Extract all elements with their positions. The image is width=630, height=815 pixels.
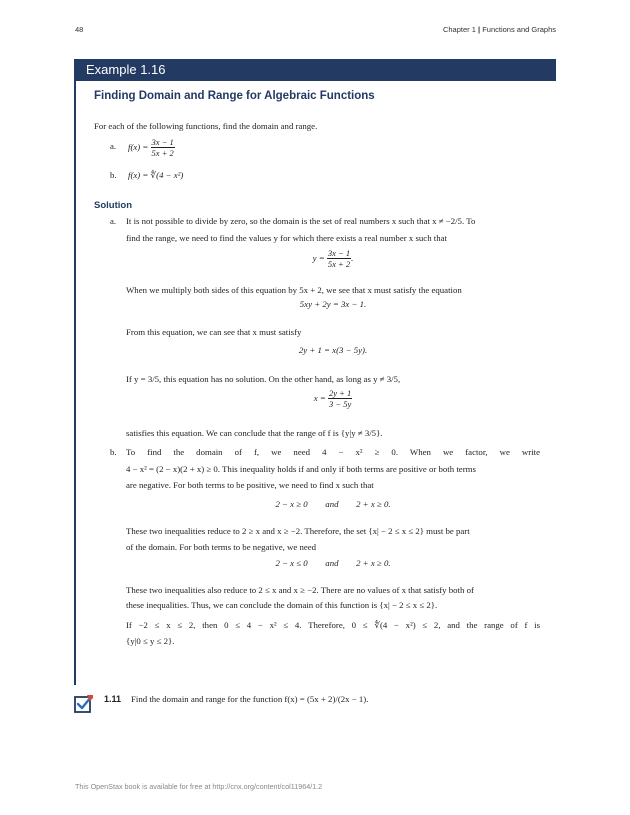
pencil-check-icon xyxy=(74,694,94,714)
solution-a-line-1: It is not possible to divide by zero, so the domain is the set of real numbers x such that x ≠ −2/5. To xyxy=(126,216,476,226)
eq-fraction xyxy=(328,388,352,409)
part-a-label: a. xyxy=(110,141,117,151)
equation-x-fraction xyxy=(126,384,540,412)
fraction-denominator: 5x + 2 xyxy=(151,148,174,159)
solution-b-line-5: of the domain. For both terms to be negative, we need xyxy=(126,542,317,552)
part-b-label: b. xyxy=(110,170,117,180)
equation-y-fraction xyxy=(126,244,540,272)
chapter-label: Chapter 1 xyxy=(442,25,476,34)
page-number: 48 xyxy=(75,25,84,34)
inequalities-positive: 2 − x ≥ 0 and 2 + x ≥ 0. xyxy=(275,499,391,509)
example-intro: For each of the following functions, find the domain and range. xyxy=(94,121,318,131)
example-label-bar: Example 1.16 xyxy=(74,59,556,81)
checkpoint-number: 1.11 xyxy=(104,694,122,704)
solution-b-line-8: If −2 ≤ x ≤ 2, then 0 ≤ 4 − x² ≤ 4. Therefore, 0 ≤ ∜(4 − x²) ≤ 2, and the range of f is xyxy=(126,620,540,630)
part-a-lhs: f(x) = xyxy=(128,142,149,152)
solution-a-label: a. xyxy=(110,216,117,226)
equation-5xy: 5xy + 2y = 3x − 1. xyxy=(299,299,367,309)
part-a-fraction xyxy=(151,137,175,158)
solution-a-line-2: find the range, we need to find the values y for which there exists a real number x such that xyxy=(126,233,447,243)
solution-b-line-6: These two inequalities also reduce to 2 ≤ x and x ≥ −2. There are no values of x that satisfy both of xyxy=(126,585,474,595)
solution-b-line-7: these inequalities. Thus, we can conclude the domain of this function is {x| − 2 ≤ x ≤ 2}. xyxy=(126,600,438,610)
solution-a-line-3: When we multiply both sides of this equation by 5x + 2, we see that x must satisfy the equation xyxy=(126,285,462,295)
running-header xyxy=(443,25,556,34)
fraction-numerator: 3x − 1 xyxy=(327,248,351,259)
fraction-numerator: 3x − 1 xyxy=(151,137,174,148)
solution-a-line-6: satisfies this equation. We can conclude that the range of f is {y|y ≠ 3/5}. xyxy=(126,428,383,438)
eq-lhs: x = xyxy=(313,393,326,403)
inequalities-negative: 2 − x ≤ 0 and 2 + x ≥ 0. xyxy=(275,558,391,568)
solution-a-line-5: If y = 3/5, this equation has no solution. On the other hand, as long as y ≠ 3/5, xyxy=(126,374,401,384)
solution-b-line-4: These two inequalities reduce to 2 ≥ x and x ≥ −2. Therefore, the set {x| − 2 ≤ x ≤ 2} must be part xyxy=(126,526,470,536)
example-side-rule xyxy=(74,81,76,685)
eq-lhs: y = xyxy=(312,253,325,263)
example-title: Finding Domain and Range for Algebraic Functions xyxy=(94,90,375,102)
header-separator: | xyxy=(478,25,481,34)
solution-b-label: b. xyxy=(110,447,117,457)
solution-b-line-9: {y|0 ≤ y ≤ 2}. xyxy=(126,636,175,646)
fraction-numerator: 2y + 1 xyxy=(328,388,352,399)
checkpoint-text: Find the domain and range for the function f(x) = (5x + 2)/(2x − 1). xyxy=(131,694,369,704)
solution-a-line-4: From this equation, we can see that x must satisfy xyxy=(126,327,302,337)
part-a-function xyxy=(128,135,175,159)
solution-b-line-1: To find the domain of f, we need 4 − x² ≥ 0. When we factor, we write xyxy=(126,447,540,457)
eq-fraction xyxy=(327,248,354,270)
fraction-denominator: 3 − 5y xyxy=(328,399,352,410)
solution-heading: Solution xyxy=(94,200,132,211)
chapter-title: Functions and Graphs xyxy=(482,25,556,34)
part-b-function: f(x) = ∜(4 − x²) xyxy=(128,170,184,180)
solution-b-line-3: are negative. For both terms to be positive, we need to find x such that xyxy=(126,480,374,490)
solution-b-line-2: 4 − x² = (2 − x)(2 + x) ≥ 0. This inequality holds if and only if both terms are positive or both terms xyxy=(126,464,476,474)
fraction-denominator: 5x + 2 xyxy=(327,259,351,270)
page-footer: This OpenStax book is available for free at http://cnx.org/content/col11964/1.2 xyxy=(75,782,323,791)
eq-period: . xyxy=(351,253,354,263)
equation-2y-plus-1: 2y + 1 = x(3 − 5y). xyxy=(298,345,368,355)
